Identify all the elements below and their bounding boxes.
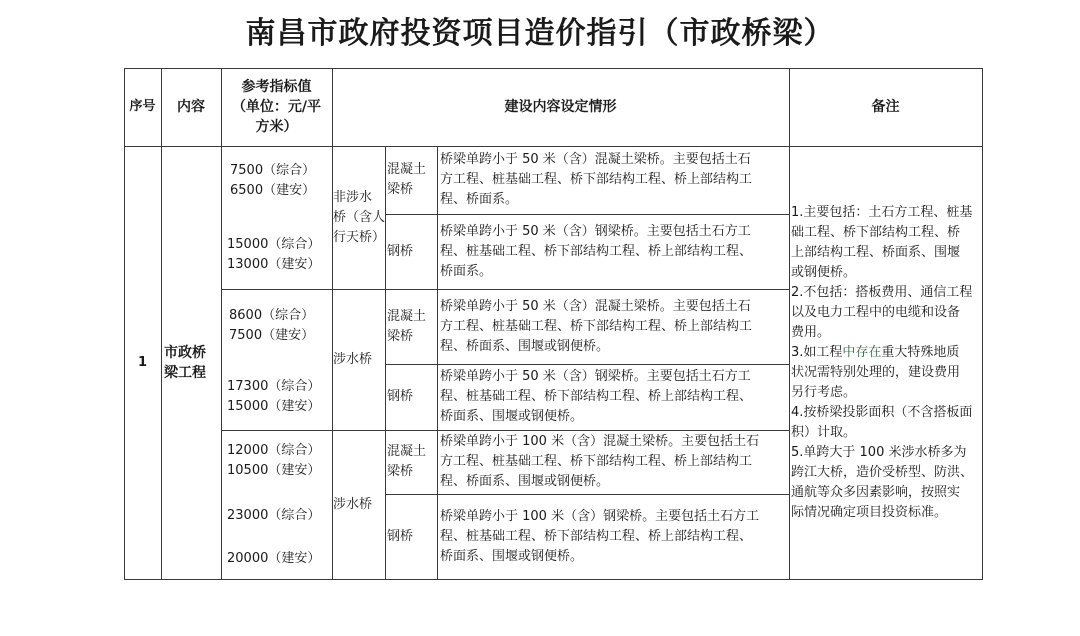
remarks-cell [789,146,982,579]
description-cell: 桥梁单跨小于 50 米（含）混凝土梁桥。主要包括土石 方工程、桩基础工程、桥下部结构工程、桥上部结构工 程、桥面系、围堰或钢便桥。 [440,298,753,354]
category-cell: 涉水桥 [333,496,373,512]
bridge-type-cell: 混凝土 梁桥 [387,444,427,479]
page-title: 南昌市政府投资项目造价指引（市政桥梁） [245,16,835,51]
category-cell: 涉水桥 [333,351,373,367]
row-content: 市政桥 梁工程 [164,344,206,381]
remarks-text [791,203,973,523]
ref-value-cell: 20000（建安） [227,551,321,566]
ref-value-cell: 8600（综合） 7500（建安） [229,308,315,343]
description-cell: 桥梁单跨小于 50 米（含）钢梁桥。主要包括土石方工 程、桩基础工程、桥下部结构工程、桥上部结构工程、 桥面系。 [440,223,753,279]
description-cell: 桥梁单跨小于 100 米（含）混凝土梁桥。主要包括土石 方工程、桩基础工程、桥下部结构工程、桥上部结构工 程、桥面系、围堰或钢便桥。 [440,434,760,489]
table-border-bottom [124,579,982,580]
ref-value-cell: 23000（综合） [227,508,321,523]
header-setting: 建设内容设定情形 [504,99,617,115]
bridge-type-cell: 钢桥 [387,243,414,259]
remarks-highlight: 中存在 [842,344,882,360]
header-content: 内容 [177,99,205,115]
table-border-right [982,68,983,580]
ref-value-cell: 17300（综合） 15000（建安） [227,379,321,414]
ref-value-cell: 12000（综合） 10500（建安） [227,443,321,478]
remarks-part: 1.主要包括：土石方工程、桩基 础工程、桥下部结构工程、桥 上部结构工程、桥面系、围堰 或钢便桥。 2.不包括：搭板费用、通信工程 以及电力工程中的电缆和设备 费用。 3.如工程 [791,204,973,360]
description-cell: 桥梁单跨小于 50 米（含）钢梁桥。主要包括土石方工 程、桩基础工程、桥下部结构工程、桥上部结构工程、 桥面系、围堰或钢便桥。 [440,369,753,424]
header-remark: 备注 [871,99,900,115]
bridge-type-cell: 钢桥 [387,528,414,544]
ref-value-cell: 7500（综合） 6500（建安） [230,163,316,198]
header-ref-value: 参考指标值 （单位：元/平 方米） [231,79,322,135]
description-cell: 桥梁单跨小于 50 米（含）混凝土梁桥。主要包括土石 方工程、桩基础工程、桥下部结构工程、桥上部结构工 程、桥面系。 [440,152,753,207]
description-cell: 桥梁单跨小于 100 米（含）钢梁桥。主要包括土石方工 程、桩基础工程、桥下部结构工程、桥上部结构工程、 桥面系、围堰或钢便桥。 [440,508,760,564]
header-seq: 序号 [129,99,156,114]
bridge-type-cell: 混凝土 梁桥 [387,308,427,344]
bridge-type-cell: 钢桥 [387,389,414,404]
ref-value-cell: 15000（综合） 13000（建安） [227,237,321,272]
remarks-part: 重大特殊地质 状况需特别处理的，建设费用 另行考虑。 4.按桥梁投影面积（不含搭板面 积）计取。 5.单跨大于 100 米涉水桥多为 跨江大桥，造价受桥型、防洪、 通航等众多因素影响，按照实 际情况确定项目投资标准。 [791,344,974,520]
bridge-type-cell: 混凝土 梁桥 [387,162,427,197]
category-cell: 非涉水 桥（含人 行天桥） [333,189,386,245]
row-seq: 1 [137,354,148,370]
